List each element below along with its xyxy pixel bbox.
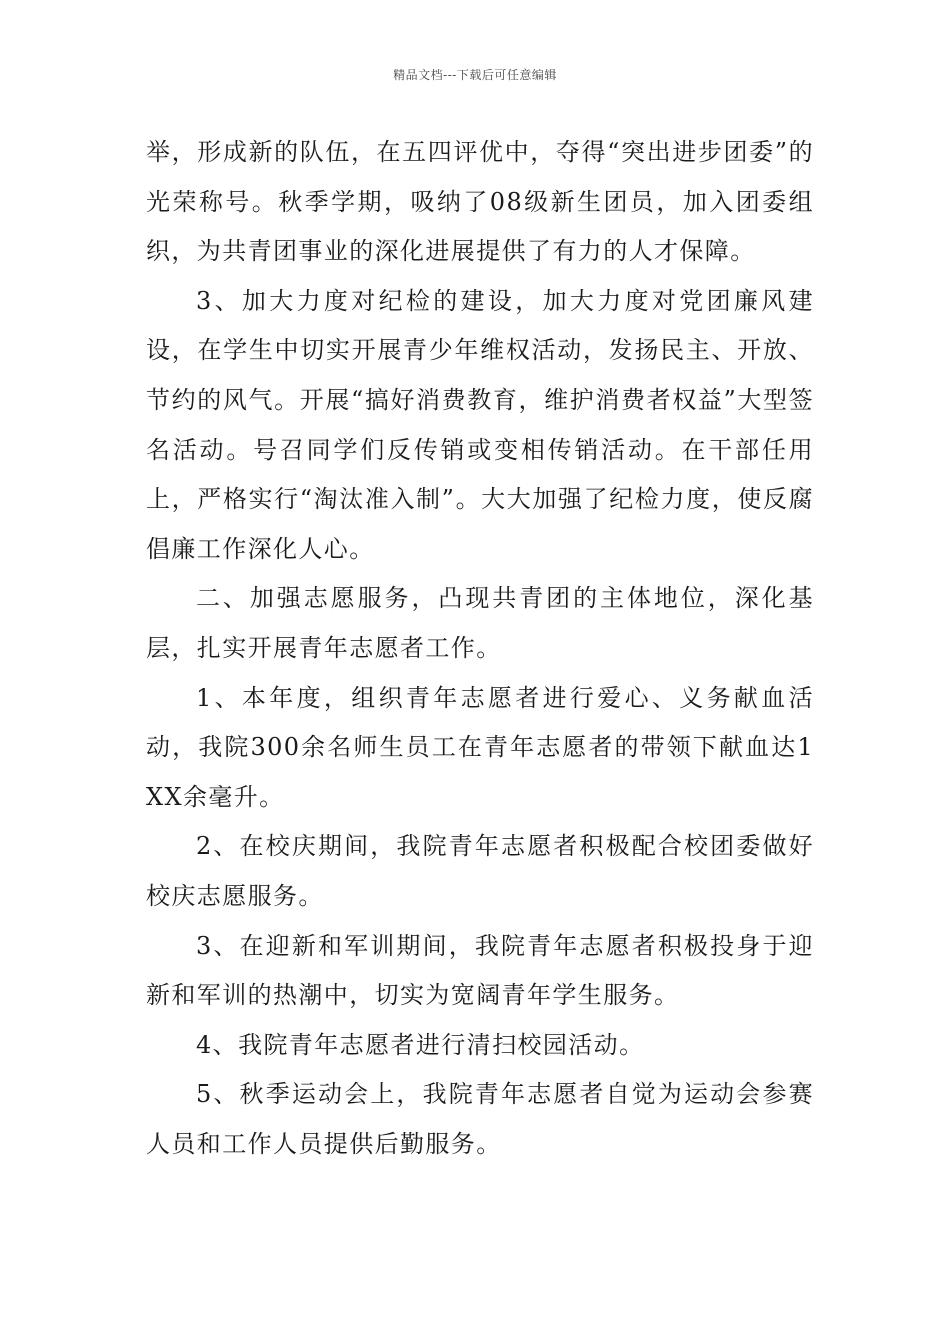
paragraph-continuation: 举，形成新的队伍，在五四评优中，夺得“突出进步团委”的光荣称号。秋季学期，吸纳了08级新生团员，加入团委组织，为共青团事业的深化进展提供了有力的人才保障。 — [146, 138, 814, 266]
paragraph-discipline: 3、加大力度对纪检的建设，加大力度对党团廉风建设，在学生中切实开展青少年维权活动，发扬民主、开放、节约的风气。开展“搞好消费教育，维护消费者权益”大型签名活动。号召同学们反传销或变相传销活动。在干部任用上，严格实行“淘汰准入制”。大大加强了纪检力度，使反腐倡廉工作深化人心。 — [146, 286, 814, 563]
document-body — [146, 128, 814, 1169]
paragraph-military-training: 3、在迎新和军训期间，我院青年志愿者积极投身于迎新和军训的热潮中，切实为宽阔青年学生服务。 — [146, 931, 814, 1010]
section-heading-volunteer: 二、加强志愿服务，凸现共青团的主体地位，深化基层，扎实开展青年志愿者工作。 — [146, 584, 814, 662]
paragraph-sports-meet: 5、秋季运动会上，我院青年志愿者自觉为运动会参赛人员和工作人员提供后勤服务。 — [146, 1080, 814, 1158]
paragraph-campus-cleaning: 4、我院青年志愿者进行清扫校园活动。 — [196, 1030, 645, 1059]
page-header: 精品文档---下载后可任意编辑 — [393, 68, 557, 82]
paragraph-anniversary: 2、在校庆期间，我院青年志愿者积极配合校团委做好校庆志愿服务。 — [146, 832, 814, 910]
paragraph-blood-donation: 1、本年度，组织青年志愿者进行爱心、义务献血活动，我院300余名师生员工在青年志愿者的带领下献血达1XX余毫升。 — [146, 683, 814, 811]
